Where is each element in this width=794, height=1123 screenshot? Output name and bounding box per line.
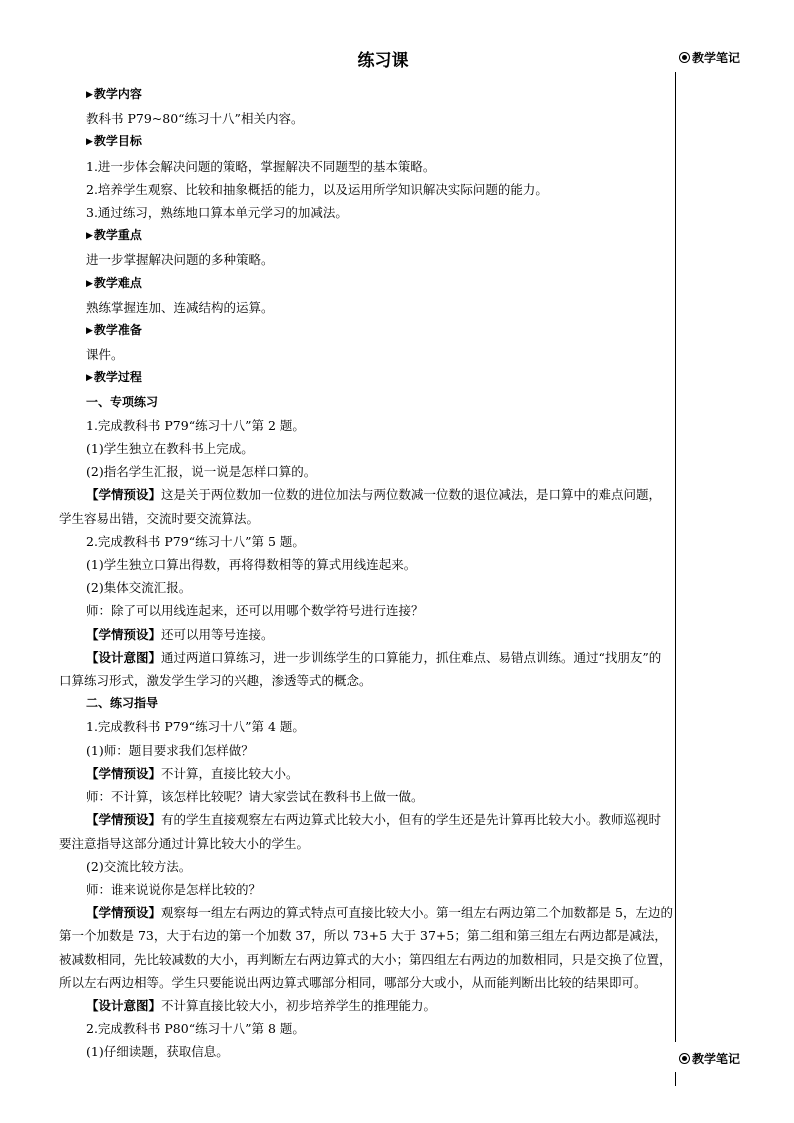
bullseye-icon: [679, 52, 690, 63]
paragraph: 【设计意图】不计算直接比较大小，初步培养学生的推理能力。: [86, 997, 437, 1013]
notes-divider-line: [675, 72, 676, 1042]
paragraph: 2.完成教科书 P79“练习十八”第 5 题。: [86, 533, 305, 549]
paragraph: (1)师：题目要求我们怎样做？: [86, 742, 254, 758]
paragraph: (1)学生独立口算出得数，再将得数相等的算式用线连起来。: [86, 557, 417, 573]
paragraph: 2.完成教科书 P80“练习十八”第 8 题。: [86, 1021, 305, 1037]
paragraph: (1)学生独立在教科书上完成。: [86, 441, 254, 457]
section-heading: ▶教学准备: [59, 319, 673, 343]
subsection-heading: 二、练习指导: [86, 696, 159, 711]
paragraph: 【学情预设】观察每一组左右两边的算式特点可直接比较大小。第一组左右两边第二个加数都是 5，左边的第一个加数是 73，大于右边的第一个加数 37，所以 73+5 大于 37+5；第二组和第三组左右两边都是减法，被减数相同，先比较减数的大小，再判断左右两边算式的大小；第四组左右两边的加数相同，只是交换了位置，所以左右两边相等。学生只要能说出两边算式哪部分相同，哪部分大或小，从而能判断出比较的结果即可。: [59, 905, 673, 990]
section-heading: ▶教学内容: [59, 83, 673, 107]
paragraph: 【学情预设】这是关于两位数加一位数的进位加法与两位数减一位数的退位减法，是口算中的难点问题，学生容易出错，交流时要交流算法。: [59, 487, 662, 526]
paragraph: (2)交流比较方法。: [86, 858, 192, 874]
lesson-content: [59, 83, 673, 1064]
teaching-notes-text: 教学笔记: [692, 51, 741, 65]
triangle-bullet-icon: ▶: [86, 278, 93, 289]
bullseye-icon: [679, 1053, 690, 1064]
paragraph: (1)仔细读题，获取信息。: [86, 1044, 229, 1060]
paragraph: 1.完成教科书 P79“练习十八”第 2 题。: [86, 417, 305, 433]
paragraph: 师：谁来说说你是怎样比较的？: [86, 881, 262, 897]
teaching-notes-text: 教学笔记: [692, 1052, 741, 1066]
subsection-heading: 一、专项练习: [86, 394, 159, 409]
paragraph: 【学情预设】还可以用等号连接。: [86, 626, 274, 642]
section-heading: ▶教学过程: [59, 366, 673, 390]
paragraph: 1.完成教科书 P79“练习十八”第 4 题。: [86, 719, 305, 735]
paragraph: 进一步掌握解决问题的多种策略。: [86, 252, 274, 268]
triangle-bullet-icon: ▶: [86, 373, 93, 384]
paragraph: 【学情预设】有的学生直接观察左右两边算式比较大小，但有的学生还是先计算再比较大小。教师巡视时要注意指导这部分通过计算比较大小的学生。: [59, 812, 662, 851]
section-heading: ▶教学重点: [59, 224, 673, 248]
section-heading: ▶教学难点: [59, 272, 673, 296]
paragraph: 【学情预设】不计算，直接比较大小。: [86, 765, 299, 781]
paragraph: 教科书 P79~80“练习十八”相关内容。: [86, 111, 304, 127]
paragraph: 【设计意图】通过两道口算练习，进一步训练学生的口算能力，抓住难点、易错点训练。通过“找朋友”的口算练习形式，激发学生学习的兴趣，渗透等式的概念。: [59, 649, 662, 689]
teaching-notes-label: [679, 49, 740, 66]
notes-divider-line-bottom: [675, 1072, 676, 1086]
paragraph: (2)集体交流汇报。: [86, 580, 192, 596]
paragraph: 课件。: [86, 347, 124, 363]
paragraph: 3.通过练习，熟练地口算本单元学习的加减法。: [86, 205, 348, 221]
paragraph: 师：不计算，该怎样比较呢？请大家尝试在教科书上做一做。: [86, 789, 424, 805]
triangle-bullet-icon: ▶: [86, 137, 93, 148]
section-heading: ▶教学目标: [59, 130, 673, 154]
paragraph: (2)指名学生汇报，说一说是怎样口算的。: [86, 464, 317, 480]
teaching-notes-label-bottom: [679, 1050, 740, 1067]
triangle-bullet-icon: ▶: [86, 326, 93, 337]
paragraph: 师：除了可以用线连起来，还可以用哪个数学符号进行连接？: [86, 603, 424, 619]
paragraph: 2.培养学生观察、比较和抽象概括的能力，以及运用所学知识解决实际问题的能力。: [86, 181, 548, 197]
triangle-bullet-icon: ▶: [86, 231, 93, 242]
page-title: 练习课: [357, 51, 409, 71]
paragraph: 熟练掌握连加、连减结构的运算。: [86, 299, 274, 315]
paragraph: 1.进一步体会解决问题的策略，掌握解决不同题型的基本策略。: [86, 158, 436, 174]
triangle-bullet-icon: ▶: [86, 90, 93, 100]
